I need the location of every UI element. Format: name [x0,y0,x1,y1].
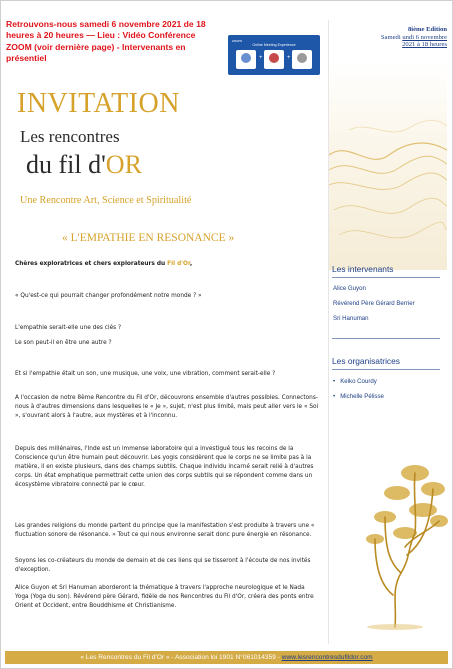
intervenant-item: Sri Hanuman [333,315,369,322]
golden-tree-illustration [335,455,450,630]
question-3: Le son peut-il en être une autre ? [15,340,112,346]
logo [20,127,180,183]
edition-time[interactable]: 2021 à 18 heures [402,41,447,49]
golden-river-illustration [329,60,447,270]
edition-info [381,26,447,49]
edition-date-link[interactable]: undi 6 novembre [402,33,447,41]
zoom-card-1 [236,50,256,69]
greeting-text: Chères exploratrices et chers explorateurs du [15,261,168,267]
zoom-card-3 [292,50,312,69]
divider [332,277,440,278]
edition-date [381,34,447,42]
question-2: L'empathie serait-elle une des clés ? [15,325,122,331]
greeting [15,260,320,269]
edition-day: Samedi [380,33,403,41]
announcement: Retrouvons-nous samedi 6 novembre 2021 de 18 heures à 20 heures — Lieu : Vidéo Conférence ZOOM (voir dernière page) - Intervenants en présentiel [6,19,206,64]
footer [5,651,448,664]
greeting-punct: , [189,261,193,267]
paragraph-1: Et si l'empathie était un son, une musique, une voix, une vibration, comment serait-elle ? [15,371,276,377]
question-1: « Qu'est-ce qui pourrait changer profondément notre monde ? » [15,293,202,299]
paragraph-3: Depuis des millénaires, l'Inde est un immense laboratoire qui a investigué tous les recoins de la Conscience qu'un être humain peut découvrir. Les yogis considèrent que le corps ne se limite pas à la matière, il en existe plusieurs, dans des champs subtils. Chaque individu incarné serait relié à d'autres corps. Un état emphatique permettrait cette union des corps subtils qui se répondent comme dans un écosystème vibratoire connecté par le cœur. [15,446,314,488]
paragraph-5: Soyons les co-créateurs du monde de demain et de ces liens qui se tisseront à l'écoute de nos invités d'exception. [15,558,311,573]
divider [332,338,440,339]
greeting-highlight: Fil d'Or [167,261,190,267]
logo-text: du fil d' [26,150,106,179]
paragraph-4: Les grandes religions du monde partent du principe que la manifestation s'est produite à travers une « fluctuation sonore de résonance. » Tout ce qui nous environne serait donc pure énergie en résonance. [15,523,315,538]
plus-icon: + [259,55,263,61]
divider [332,369,440,370]
intervenant-item: Alice Guyon [333,285,366,292]
organisatrice-name: Michelle Pélisse [340,393,384,400]
organisatrice-item: • Michelle Pélisse [333,393,384,400]
organisatrices-title: Les organisatrices [332,356,400,366]
invitation-heading: INVITATION [17,88,180,119]
organisatrice-name: Keiko Courdy [340,378,377,385]
website-link[interactable]: www.lesrencontresdufildor.com [281,654,373,661]
paragraph-6: Alice Guyon et Sri Hanuman aborderont la thématique à travers l'approche neurologique et le Nada Yoga (Yoga du son). Révérend père Gérard, fidèle de nos Rencontres du Fil d'Or, créera des ponts entre Orient et Occident, entre Bouddhisme et Christianisme. [15,585,314,609]
organisatrice-item: • Keiko Courdy [333,378,377,385]
subtitle: Une Rencontre Art, Science et Spiritualité [20,195,192,206]
edition-number: 8ième Edition [407,26,447,33]
logo-line-1: Les rencontres [20,127,120,146]
zoom-brand: zoom [232,38,242,43]
zoom-caption: Online Meeting Experience [252,43,296,47]
plus-icon: + [287,55,291,61]
zoom-card-2 [264,50,284,69]
footer-text: « Les Rencontres du Fil d'Or » - Association loi 1901 N°061014359 - [80,654,282,661]
zoom-thumbnail [228,35,320,75]
logo-or: OR [105,150,142,179]
paragraph-2: A l'occasion de notre 8ème Rencontre du Fil d'Or, découvrons ensemble d'autres possibles. Connectons-nous à d'autres dimensions dans lesquelles le « Je », sujet, n'est plus limité, mais peut aller vers le « Soi », s'ouvrant alors à l'autre, aux mystères et à l'inconnu. [15,395,319,419]
logo-line-2 [26,150,142,180]
intervenants-title: Les intervenants [332,264,394,274]
theme-title: « L'EMPATHIE EN RESONANCE » [62,232,235,244]
intervenant-item: Révérend Père Gérard Berrier [333,300,415,307]
sidebar-artwork [329,60,447,270]
